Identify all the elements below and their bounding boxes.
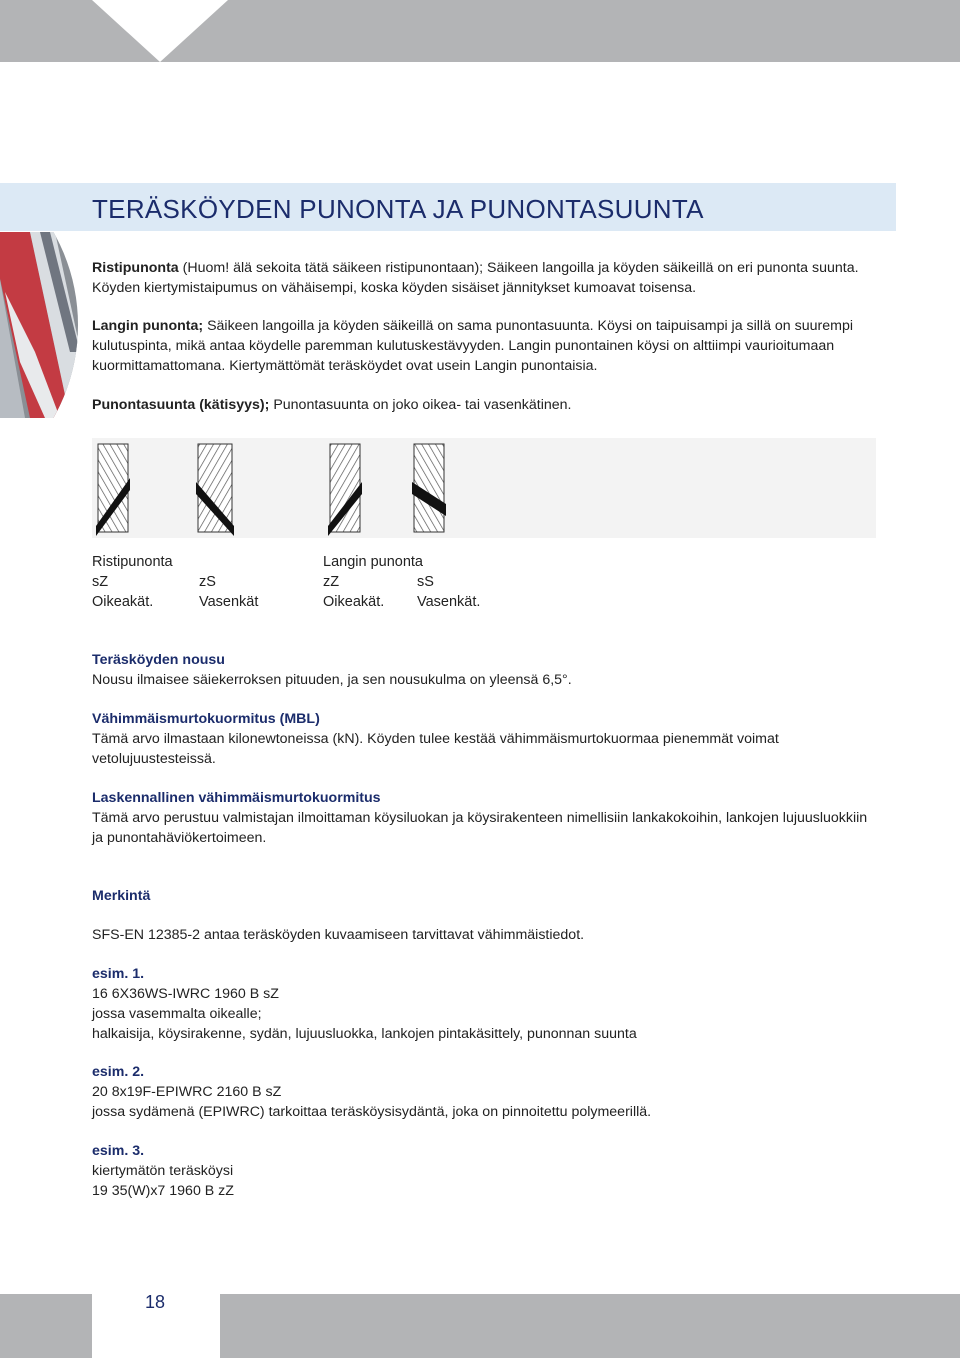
dir-zs: Vasenkät xyxy=(199,594,259,610)
ristipunonta-paragraph xyxy=(92,258,872,298)
section-mbl xyxy=(92,709,872,769)
example-3 xyxy=(92,1141,872,1201)
dir-zz: Oikeakät. xyxy=(323,594,385,610)
example-2 xyxy=(92,1062,872,1122)
langin-paragraph xyxy=(92,316,872,376)
group-langin: Langin punonta xyxy=(323,554,423,570)
marking-heading: Merkintä xyxy=(92,888,151,904)
marking-intro: SFS-EN 12385-2 antaa teräsköyden kuvaamiseen tarvittavat vähimmäistiedot. xyxy=(92,927,585,943)
dir-sz: Oikeakät. xyxy=(92,594,154,610)
top-notch xyxy=(92,0,228,62)
rope-sz xyxy=(96,444,130,536)
group-ristipunonta: Ristipunonta xyxy=(92,554,173,570)
term-ristipunonta: Ristipunonta xyxy=(92,260,179,276)
section-heading: Teräsköyden nousu xyxy=(92,652,225,668)
section-text: Nousu ilmaisee säiekerroksen pituuden, ja sen nousukulma on yleensä 6,5°. xyxy=(92,672,572,688)
page-title: TERÄSKÖYDEN PUNONTA JA PUNONTASUUNTA xyxy=(92,194,704,224)
example-line: 19 35(W)x7 1960 B zZ xyxy=(92,1183,234,1199)
lay-diagram xyxy=(92,438,876,538)
example-1 xyxy=(92,964,872,1044)
ristipunonta-text: (Huom! älä sekoita tätä säikeen ristipunontaan); Säikeen langoilla ja köyden säikeillä on eri punonta suunta. Köyden kiertymistaipumus on vähäisempi, koska köyden sisäiset jännitykset kumoavat toisensa. xyxy=(92,260,859,296)
page-number: 18 xyxy=(145,1292,166,1312)
term-suunta: Punontasuunta (kätisyys); xyxy=(92,397,270,413)
marking-heading-block xyxy=(92,886,872,906)
rope-photo xyxy=(0,232,78,418)
example-line: 20 8x19F-EPIWRC 2160 B sZ xyxy=(92,1084,282,1100)
section-text: Tämä arvo ilmastaan kilonewtoneissa (kN). Köyden tulee kestää vähimmäismurtokuormaa pienemmät voimat vetolujuustesteissä. xyxy=(92,731,779,767)
example-label: esim. 1. xyxy=(92,966,145,982)
example-label: esim. 3. xyxy=(92,1143,145,1159)
suunta-text: Punontasuunta on joko oikea- tai vasenkätinen. xyxy=(269,397,572,413)
suunta-paragraph xyxy=(92,395,872,415)
code-zs: zS xyxy=(199,574,216,590)
example-line: jossa sydämenä (EPIWRC) tarkoittaa teräsköysisydäntä, joka on pinnoitettu polymeerillä. xyxy=(92,1104,652,1120)
section-heading: Vähimmäismurtokuormitus (MBL) xyxy=(92,711,320,727)
rope-zs xyxy=(196,444,234,536)
code-ss: sS xyxy=(417,574,434,590)
section-text: Tämä arvo perustuu valmistajan ilmoittaman köysiluokan ja köysirakenteen nimellisiin lankakokoihin, lankojen lujuusluokkiin ja punontahäviökertoimeen. xyxy=(92,810,868,846)
section-laskennallinen xyxy=(92,788,872,848)
section-nousu xyxy=(92,650,872,690)
code-sz: sZ xyxy=(92,574,109,590)
langin-text: Säikeen langoilla ja köyden säikeillä on sama punontasuunta. Köysi on taipuisampi ja sillä on suurempi kulutuspinta, mikä antaa köydelle paremman kulutuskestävyyden. Langin punontainen köysi on alttiimpi vaurioitumaan kuormittamattomana. Kiertymättömät teräsköydet ovat usein Langin punontaisia. xyxy=(92,318,853,374)
term-langin: Langin punonta; xyxy=(92,318,204,334)
example-line: halkaisija, köysirakenne, sydän, lujuusluokka, lankojen pintakäsittely, punonnan suunta xyxy=(92,1026,637,1042)
example-line: 16 6X36WS-IWRC 1960 B sZ xyxy=(92,986,279,1002)
rope-ss xyxy=(412,444,446,532)
example-label: esim. 2. xyxy=(92,1064,145,1080)
dir-ss: Vasenkät. xyxy=(417,594,481,610)
example-line: jossa vasemmalta oikealle; xyxy=(92,1006,262,1022)
section-heading: Laskennallinen vähimmäismurtokuormitus xyxy=(92,790,381,806)
code-zz: zZ xyxy=(323,574,340,590)
example-line: kiertymätön teräsköysi xyxy=(92,1163,234,1179)
rope-zz xyxy=(328,444,362,536)
